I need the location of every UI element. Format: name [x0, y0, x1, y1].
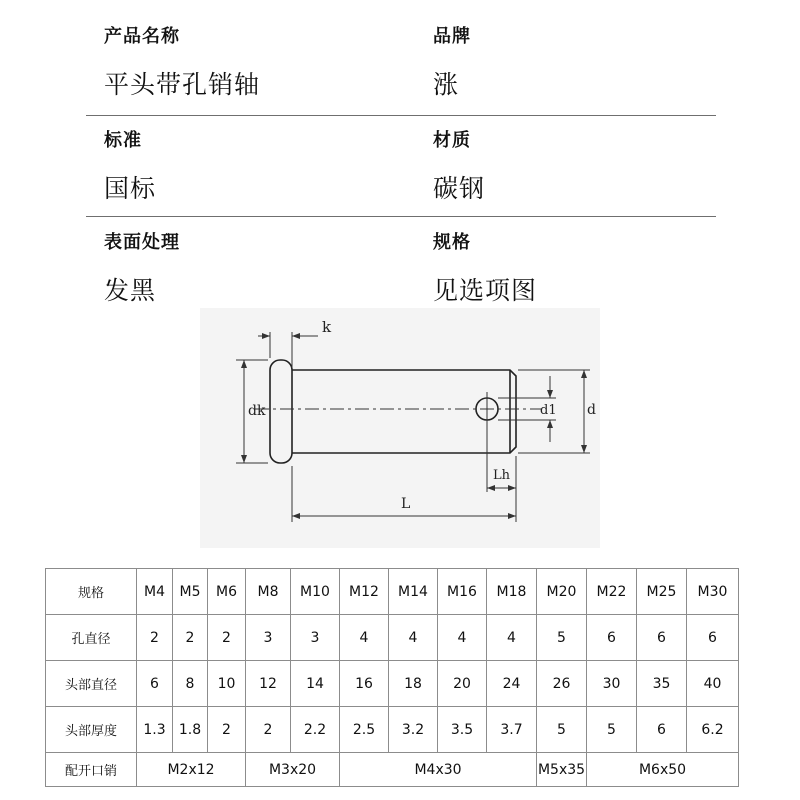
size-cell: M4 [137, 569, 173, 615]
spec-value: 国标 [104, 174, 157, 203]
table-cell: 35 [637, 661, 687, 707]
table-row-size [46, 569, 739, 615]
dim-dk-label: dk [248, 403, 266, 419]
table-cell: 6 [587, 615, 637, 661]
table-cell: 4 [389, 615, 438, 661]
size-cell: M6 [208, 569, 246, 615]
table-cell: 3 [291, 615, 340, 661]
size-cell: M30 [687, 569, 739, 615]
dim-lh-label: Lh [493, 468, 511, 483]
table-cell: 26 [537, 661, 587, 707]
table-cell: 1.8 [173, 707, 208, 753]
table-cell: 20 [438, 661, 487, 707]
spec-product-name [104, 24, 260, 102]
spec-value: 碳钢 [433, 174, 486, 203]
pin-shank [292, 370, 516, 453]
table-cell: 2.5 [340, 707, 389, 753]
spec-label: 产品名称 [104, 26, 180, 47]
table-cell: 4 [340, 615, 389, 661]
table-cell: 2 [173, 615, 208, 661]
spec-label: 表面处理 [104, 232, 180, 253]
spec-material [433, 128, 485, 206]
table-cell: 6 [637, 615, 687, 661]
size-cell: M22 [587, 569, 637, 615]
table-cell: 5 [537, 615, 587, 661]
table-cell: 5 [587, 707, 637, 753]
table-row-hole-diameter [46, 615, 739, 661]
table-cell: 2 [137, 615, 173, 661]
size-cell: M8 [246, 569, 291, 615]
table-cell: M5x35 [537, 753, 587, 787]
dim-k-label: k [322, 318, 332, 336]
table-cell: 4 [438, 615, 487, 661]
size-cell: M20 [537, 569, 587, 615]
table-row-head-diameter [46, 661, 739, 707]
spec-surface-finish [104, 230, 180, 308]
table-cell: M3x20 [246, 753, 340, 787]
table-cell: M6x50 [587, 753, 739, 787]
divider [86, 115, 716, 116]
size-cell: M18 [487, 569, 537, 615]
table-cell: 6 [137, 661, 173, 707]
spec-label: 标准 [104, 130, 142, 151]
table-cell: 5 [537, 707, 587, 753]
size-cell: M16 [438, 569, 487, 615]
spec-value: 涨 [433, 70, 460, 99]
spec-value: 见选项图 [433, 276, 538, 305]
table-cell: 3.5 [438, 707, 487, 753]
table-cell: 6 [687, 615, 739, 661]
row-header: 规格 [46, 569, 137, 615]
table-cell: 1.3 [137, 707, 173, 753]
divider [86, 216, 716, 217]
pin-drawing [200, 308, 600, 548]
table-cell: 2.2 [291, 707, 340, 753]
size-cell: M5 [173, 569, 208, 615]
table-cell: 6 [637, 707, 687, 753]
dim-d-label: d [587, 402, 596, 418]
row-header: 孔直径 [46, 615, 137, 661]
table-cell: 3.2 [389, 707, 438, 753]
table-cell: 16 [340, 661, 389, 707]
spec-size [433, 230, 537, 308]
spec-label: 材质 [433, 130, 471, 151]
table-cell: 8 [173, 661, 208, 707]
spec-row-name-brand [86, 24, 716, 128]
size-table [45, 568, 739, 787]
table-row-cotter-pin [46, 753, 739, 787]
size-cell: M14 [389, 569, 438, 615]
table-row-head-thickness [46, 707, 739, 753]
spec-label: 规格 [433, 232, 471, 253]
spec-value: 平头带孔销轴 [104, 70, 261, 99]
spec-standard [104, 128, 156, 206]
table-cell: 40 [687, 661, 739, 707]
spec-brand [433, 24, 471, 102]
dim-d1-label: d1 [540, 403, 557, 418]
pin-head [270, 360, 292, 463]
table-cell: 2 [246, 707, 291, 753]
spec-value: 发黑 [104, 276, 157, 305]
row-header: 头部厚度 [46, 707, 137, 753]
size-cell: M25 [637, 569, 687, 615]
table-cell: 30 [587, 661, 637, 707]
table-cell: 2 [208, 707, 246, 753]
table-cell: 24 [487, 661, 537, 707]
spec-label: 品牌 [433, 26, 471, 47]
dim-l-label: L [401, 496, 411, 512]
table-cell: 18 [389, 661, 438, 707]
size-cell: M12 [340, 569, 389, 615]
table-cell: 12 [246, 661, 291, 707]
row-header: 头部直径 [46, 661, 137, 707]
table-cell: M4x30 [340, 753, 537, 787]
row-header: 配开口销 [46, 753, 137, 787]
table-cell: 2 [208, 615, 246, 661]
table-cell: 3 [246, 615, 291, 661]
table-cell: M2x12 [137, 753, 246, 787]
technical-drawing [200, 308, 600, 548]
table-cell: 14 [291, 661, 340, 707]
table-cell: 3.7 [487, 707, 537, 753]
size-cell: M10 [291, 569, 340, 615]
table-cell: 10 [208, 661, 246, 707]
table-cell: 4 [487, 615, 537, 661]
table-cell: 6.2 [687, 707, 739, 753]
